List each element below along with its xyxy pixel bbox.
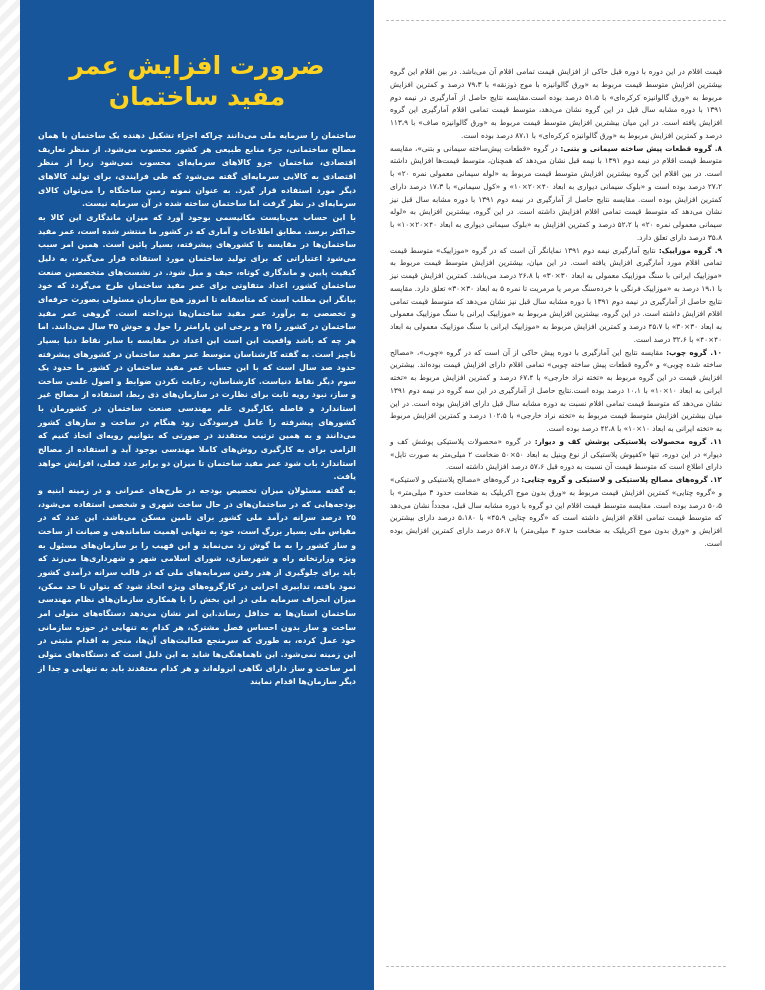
section-text: در گروه «محصولات پلاستیکی پوشش کف و دیوار» در این دوره، تنها «کفپوش پلاستیکی از نوع وینیل به ابعاد ۵۰×۵۰ ضخامت ۲ میلی‌متر به صورت تایل» دارای اطلاع است که متوسط قیمت آن نسبت به دوره قبل ۵۷،۶ درصد افزایش داشته است. <box>390 436 722 472</box>
section-text: در گروه «قطعات پیش‌ساخته سیمانی و بتنی»، مقایسه متوسط قیمت اقلام در نیمه دوم ۱۳۹۱ با نیمه قبل نشان می‌دهد که همچنان، متوسط قیمت‌ها افزایش داشته است. در بین اقلام این گروه بیشترین افزایش متوسط قیمت مربوط به «لوله سیمانی معمولی نمره ۲۰» با ۲۷،۲ درصد بوده است و «بلوک سیمانی دیواری به ابعاد ۴۰×۲۰×۱۰» و «کول سیمانی» با ۱۷،۳ درصد دارای کمترین افزایش بوده است. مقایسه نتایج حاصل از آمارگیری در نیمه دوم ۱۳۹۱ با دوره مشابه سال قبل نیز نشان می‌دهد که متوسط قیمت تمامی اقلام افزایش داشته است. در این گروه، بیشترین افزایش به «لوله سیمانی معمولی نمره ۲۰» با ۵۲،۲ درصد و کمترین افزایش به «بلوک سیمانی دیواری به ابعاد ۴۰×۲۰×۱۰» با ۳۵،۸ درصد دارای تعلق دارد. <box>390 143 723 242</box>
report-paragraph <box>390 66 722 143</box>
section-text: در گروه‌های «مصالح پلاستیکی و لاستیکی» و «گروه چتایی» کمترین افزایش قیمت مربوط به «ورق بدون موج اکریلیک به ضخامت حدود ۳ میلی‌متر» با ۵۰،۵ درصد بوده است. مقایسه متوسط قیمت اقلام این دو گروه با دوره مشابه سال قبل، مجدداً نشان می‌دهد که متوسط قیمت تمامی اقلام افزایش داشته است که «گروه چتایی ۴۵،۹» با ۵،۱۸۰ درصد دارای بیشترین افزایش و «ورق بدون موج اکریلیک به ضخامت حدود ۳ میلی‌متر) با ۵۶،۷ درصد دارای کمترین افزایش بوده است. <box>390 475 723 548</box>
report-paragraph <box>390 143 722 245</box>
top-divider <box>386 20 726 21</box>
section-text: مقایسه نتایج این آمارگیری با دوره پیش حاکی از آن است که در گروه «چوب»، «مصالح ساخته شده چوبی» و «گروه قطعات پیش ساخته چوبی» تمامی اقلام دارای افزایش قیمت بوده‌اند. بیشترین افزایش قیمت در این گروه مربوط به «تخته نراد خارجی» با ۶۷،۴ درصد و کمترین افزایش مربوط به «تخته ایرانی به ابعاد ۱۰×۱۰» با ۱۰،۱ درصد بوده است.نتایج حاصل از آمارگیری در این سه گروه در نیمه دوم ۱۳۹۱ نشان می‌دهد که متوسط قیمت تمامی اقلام نسبت به دوره مشابه سال قبل دارای افزایش بوده است. در این میان بیشترین افزایش متوسط قیمت مربوط به «تخته نراد خارجی» با ۱۰۲،۵ درصد و کمترین افزایش مربوط به «تخته ایرانی به ابعاد ۱۰×۱۰» با ۴۲،۸ درصد بوده است. <box>390 347 723 433</box>
intro-paragraph: با این حساب می‌بایست مکانیسمی بوجود آورد که میزان ماندگاری این کالا به حداکثر برسد. مطابق اطلاعات و آماری که در کشور ما منتشر شده است، عمر مفید ساختمان‌ها در مقایسه با کشورهای پیشرفته، بسیار پائین است. همین امر سبب می‌شود اعتباراتی که برای تولید ساختمان مورد استفاده قرار می‌گیرد، به دلیل کیفیت پایین و ماندگاری کوتاه، حیف و میل شود. در نشست‌های متخصصین صنعت ساختمان کشور، اعداد متفاوتی برای عمر مفید ساختمان طرح می‌گردد که خود بیانگر این مطلب است که متاسفانه تا امروز هیچ سازمان مسئولی بصورت حرفه‌ای و تخصصی به برآورد عمر مفید ساختمان‌ها نپرداخته است. گروهی عمر مفید ساختمان در کشور را ۲۵ و برخی این پارامتر را حول و حوش ۳۵ سال می‌دانند. اما هر چه که باشد واقعیت این است این اعداد در مقایسه با سایر نقاط دنیا بسیار ناچیز است. به گفته کارشناسان متوسط عمر مفید ساختمان در کشورهای پیشرفته حدود صد سال است که با این حساب عمر مفید ساختمان در کشور ما حدود یک سوم دیگر نقاط دنیاست. کارشناسان، رعایت نکردن ضوابط و اصول علمی ساخت و ساز، نبود رویه ثابت برای نظارت در سازمان‌های ذی ربط، استفاده از مصالح غیر استاندارد و فاصله بکارگیری علم مهندسی صنعت ساختمان در کشورمان با کشورهای پیشرفته را عامل فرسودگی زود هنگام در ساخت و سازهای کشور می‌دانند و به همین ترتیب معتقدند در صورتی که بتوانیم رویه‌ای اتخاذ کنیم که الزامی برای به کارگیری روش‌های کاملا مهندسی بوجود آید و استفاده از مصالح استاندارد باب شود عمر مفید ساختمان تا میزان دو برابر عدد فعلی، افزایش خواهد یافت. <box>38 212 356 482</box>
section-heading: ۱۲. گروه‌های مصالح پلاستیکی و لاستیکی و گروه چتایی: <box>521 475 722 484</box>
section-heading: ۸. گروه قطعات پیش ساخته سیمانی و بتنی: <box>560 143 722 153</box>
article-title: ضرورت افزایش عمر مفید ساختمان <box>69 51 325 111</box>
section-text: نتایج آمارگیری نیمه دوم ۱۳۹۱ نمایانگر آن است که در گروه «موزاییک» متوسط قیمت تمامی اقلام مورد آمارگیری افزایش یافته است. در این میان، بیشترین افزایش متوسط قیمت مربوط به «موزاییک ایرانی با سنگ موزاییک معمولی به ابعاد ۳۰×۳۰» با ۲۶،۸ درصد می‌باشد. کمترین افزایش قیمت نیز با ۱۹،۱ درصد به «موزاییک فرنگی با خرده‌سنگ مرمر یا مرمریت تا نمره ۵ به ابعاد ۳۰×۳۰» تعلق دارد. مقایسه نتایج حاصل از آمارگیری در نیمه دوم ۱۳۹۱ با دوره مشابه سال قبل نیز نشان می‌دهد که متوسط قیمت تمامی اقلام افزایش داشته است. در این گروه، بیشترین افزایش مربوط به «موزاییک ایرانی با سنگ موزاییک معمولی به ابعاد ۳۰×۳۰» با ۴۵،۷ درصد و کمترین افزایش مربوط به «موزاییک ایرانی با سنگ موزاییک معمولی به ابعاد ۴۰×۴۰» با ۳۲،۶ درصد است. <box>390 245 723 344</box>
report-paragraph <box>390 474 722 551</box>
report-paragraph <box>390 347 722 436</box>
intro-paragraph: به گفته مسئولان میزان تخصیص بودجه در طرح‌های عمرانی و در زمینه ابنیه و بودجه‌هایی که در ساختمان‌های در حال ساخت شهری و شخصی استفاده می‌شود، ۲۵ درصد سرانه درآمد ملی کشور برای تامین مسکن می‌باشد. این عدد که در مقیاس ملی بسیار بزرگ است، خود به تنهایی اهمیت ساماندهی و صیانت از ساخت و ساز کشور را به ما گوش زد می‌نماید و این فهیب را بر سازمان‌های مسئول به ویژه وزارتخانه راه و شهرسازی، شورای اسلامی شهر و شهرداری‌ها می‌زند که باید برای جلوگیری از هدر رفتن سرمایه‌های ملی که در قالب سرانه درآمدی کشور نمود یافته، تدابیری اجرایی در کارگروه‌های ویژه اتخاذ شود که بتوان تا حد ممکن، میزان انحراف سرمایه ملی در این بخش را با همکاری سازمان‌های نظام مهندسی ساختمان استان‌ها به حداقل رساند.این امر نشان می‌دهد دستگاه‌های متولی امر ساخت و ساز بدون احساس فصل مشترک، هر کدام به تنهایی در حوزه سازمانی خود عمل کرده، به طوری که سرمنجع فعالیت‌های آن‌ها، منجر به اقدام مثبتی در این زمینه نمی‌شود. این ناهماهنگی‌ها شاید به این دلیل است که دستگاه‌های متولی امر ساخت و ساز دارای نگاهی ایزوله‌اند و هر کدام معتقدند باید به تنهایی و جدا از دیگر سازمان‌ها اقدام نمایند <box>38 486 356 687</box>
section-heading: ۱۰. گروه چوب: <box>666 347 722 357</box>
section-heading: ۹. گروه موزاییک: <box>658 245 722 255</box>
decorative-stripes <box>0 0 20 990</box>
report-paragraph <box>390 245 722 347</box>
report-paragraph <box>390 436 722 474</box>
price-report-column <box>390 66 722 551</box>
intro-body <box>38 129 356 689</box>
intro-paragraph: ساختمان را سرمایه ملی می‌دانند چراکه اجزاء تشکیل دهنده یک ساختمان یا همان مصالح ساختمانی، جزء منابع طبیعی هر کشور محسوب می‌شود. از منظر تعاریف اقتصادی، ساختمان جزو کالاهای سرمایه‌ای محسوب نمی‌شود زیرا از منظر اقتصادی به کالایی سرمایه‌ای گفته می‌شود که طی فرایندی، برای تولید کالاهای دیگر مورد استفاده قرار گیرد. به عنوان نمونه زمین ساختگاه را می‌توان کالای سرمایه‌ای در نظر گرفت اما ساختمان ساخته شده در آن سرمایه نیست. <box>38 131 356 209</box>
bottom-divider <box>386 966 726 967</box>
section-heading: ۱۱. گروه محصولات پلاستیکی پوشش کف و دیوار: <box>534 436 722 446</box>
section-text: قیمت اقلام در این دوره با دوره قبل حاکی از افزایش قیمت تمامی اقلام آن می‌باشد. در بین اقلام این گروه بیشترین افزایش متوسط قیمت مربوط به «ورق گالوانیزه با موج ذوزنقه» با ۷۹،۳ درصد و کمترین افزایش مربوط به «ورق گالوانیزه کرکره‌ای» با ۵۱،۵ درصد بوده است.مقایسه نتایج حاصل از آمارگیری در نیمه دوم ۱۳۹۱ با دوره مشابه سال قبل در این گروه نشان می‌دهد، متوسط قیمت تمامی اقلام آمارگیری این گروه افزایش یافته است. در این میان بیشترین افزایش متوسط قیمت مربوط به «ورق گالوانیزه صاف» با ۱۱۳،۹ درصد و کمترین افزایش مربوط به «ورق گالوانیزه کرکره‌ای» با ۸۷،۱ درصد بوده است. <box>390 67 722 140</box>
